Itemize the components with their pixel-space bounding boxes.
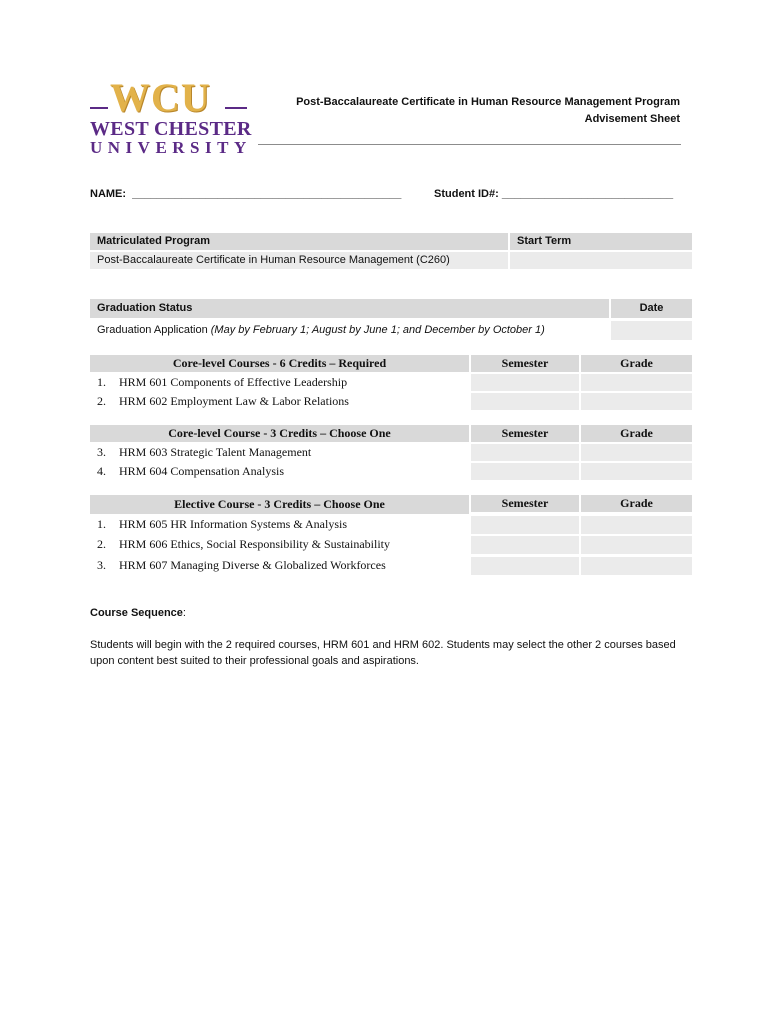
grade-cell[interactable] [581, 516, 692, 534]
matriculated-program-header: Matriculated Program [90, 233, 508, 250]
course-title: HRM 603 Strategic Talent Management [119, 445, 312, 459]
start-term-value[interactable] [510, 252, 692, 269]
logo-university-text: UNIVERSITY [90, 138, 252, 157]
logo-rule-right [225, 107, 247, 109]
document-title [296, 94, 680, 128]
graduation-date-value[interactable] [611, 321, 692, 340]
wcu-logo [90, 75, 255, 158]
semester-cell[interactable] [471, 374, 579, 391]
elective-grade-header: Grade [581, 495, 692, 512]
semester-cell[interactable] [471, 536, 579, 554]
course-title: HRM 607 Managing Diverse & Globalized Workforces [119, 558, 386, 572]
title-line-1: Post-Baccalaureate Certificate in Human Resource Management Program [296, 96, 680, 108]
core-required-grade-header: Grade [581, 355, 692, 372]
grade-cell[interactable] [581, 393, 692, 410]
course-number: 1. [97, 375, 106, 389]
core-choose-grade-header: Grade [581, 425, 692, 442]
core-required-header: Core-level Courses - 6 Credits – Required [90, 355, 469, 372]
course-title: HRM 606 Ethics, Social Responsibility & Sustainability [119, 537, 391, 551]
elective-semester-header: Semester [471, 495, 579, 512]
semester-cell[interactable] [471, 463, 579, 480]
semester-cell[interactable] [471, 393, 579, 410]
grade-cell[interactable] [581, 557, 692, 575]
course-sequence-heading [90, 605, 690, 621]
course-row [90, 515, 469, 534]
title-line-2: Advisement Sheet [584, 113, 680, 125]
course-sequence-body: Students will begin with the 2 required courses, HRM 601 and HRM 602. Students may select the other 2 courses based upon content best suited to their professional goals and aspirations. [90, 639, 676, 667]
course-row [90, 374, 469, 392]
student-id-field[interactable]: Student ID#: ____________________________ [434, 188, 674, 200]
grade-cell[interactable] [581, 444, 692, 461]
course-row [90, 393, 469, 411]
core-required-semester-header: Semester [471, 355, 579, 372]
name-field[interactable]: NAME: ____________________________________________ [90, 188, 402, 200]
graduation-application-deadlines: (May by February 1; August by June 1; and December by October 1) [210, 324, 545, 336]
course-row [90, 463, 469, 481]
grade-cell[interactable] [581, 463, 692, 480]
semester-cell[interactable] [471, 557, 579, 575]
course-sequence-colon: : [182, 607, 186, 619]
core-choose-semester-header: Semester [471, 425, 579, 442]
course-number: 4. [97, 464, 106, 478]
header-divider [258, 144, 681, 145]
core-choose-header: Core-level Course - 3 Credits – Choose One [90, 425, 469, 442]
course-title: HRM 601 Components of Effective Leadership [119, 375, 348, 389]
elective-header: Elective Course - 3 Credits – Choose One [90, 495, 469, 514]
grade-cell[interactable] [581, 536, 692, 554]
course-number: 3. [97, 558, 106, 572]
course-row [90, 444, 469, 462]
course-title: HRM 602 Employment Law & Labor Relations [119, 394, 349, 408]
matriculated-program-value: Post-Baccalaureate Certificate in Human Resource Management (C260) [90, 252, 508, 269]
logo-rule-left [90, 107, 108, 109]
semester-cell[interactable] [471, 516, 579, 534]
course-sequence-label: Course Sequence [90, 607, 183, 619]
semester-cell[interactable] [471, 444, 579, 461]
logo-west-chester-text: WEST CHESTER [90, 118, 252, 140]
graduation-application-row [90, 321, 609, 340]
course-title: HRM 604 Compensation Analysis [119, 464, 285, 478]
graduation-application-label: Graduation Application [97, 324, 211, 336]
date-header: Date [611, 299, 692, 318]
logo-wcu-text: WCU [110, 75, 211, 120]
grade-cell[interactable] [581, 374, 692, 391]
course-row [90, 535, 469, 554]
graduation-status-header: Graduation Status [90, 299, 609, 318]
course-title: HRM 605 HR Information Systems & Analysis [119, 517, 348, 531]
course-number: 3. [97, 445, 106, 459]
course-number: 1. [97, 517, 106, 531]
start-term-header: Start Term [510, 233, 692, 250]
course-number: 2. [97, 394, 106, 408]
course-row [90, 556, 469, 575]
course-number: 2. [97, 537, 106, 551]
